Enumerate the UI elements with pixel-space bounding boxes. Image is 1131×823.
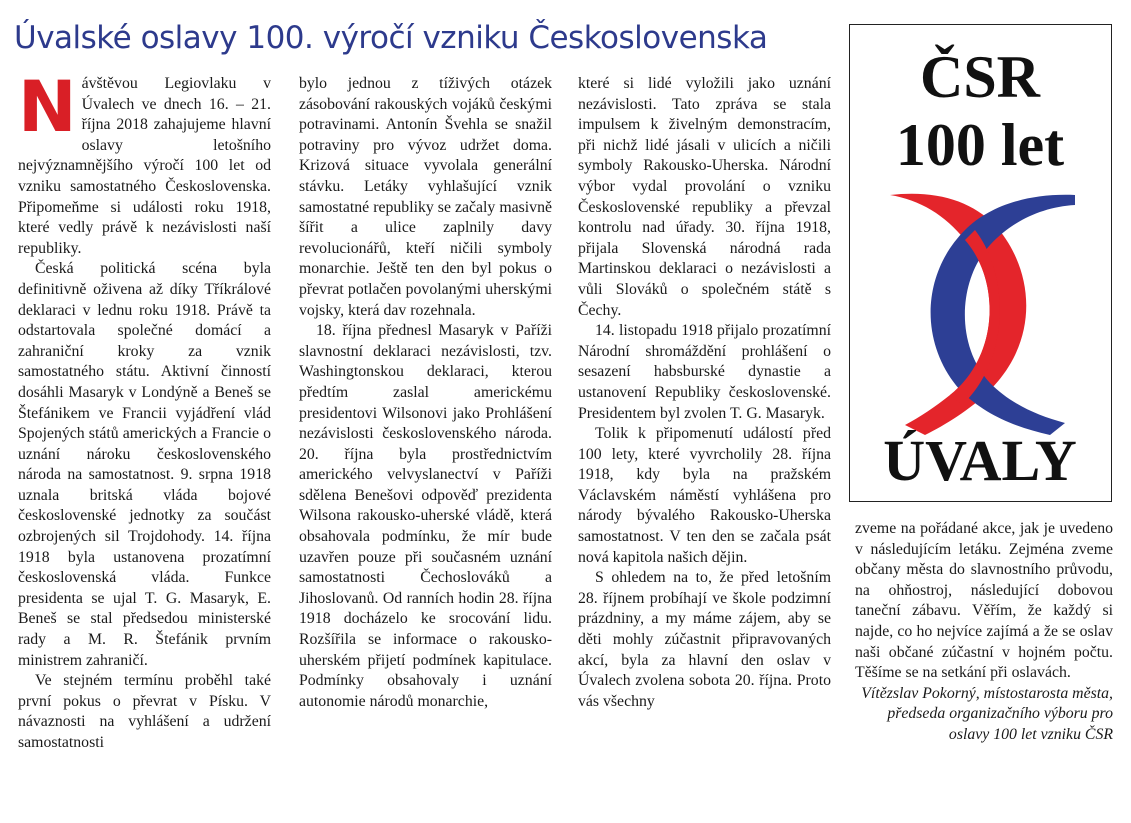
article-column-4 (855, 519, 1113, 746)
article-column-3 (578, 74, 831, 712)
drop-cap: N (18, 66, 77, 148)
signature-text: Vítězslav Pokorný, místostarosta města, předseda organizačního výboru pro oslavy 100 let vzniku ČSR (861, 684, 1113, 743)
csr-100-logo (849, 24, 1112, 502)
article-paragraph: 18. října přednesl Masaryk v Paříži slavnostní deklaraci nezávislosti, tzv. Washingtonskou deklaraci, kterou předtím zaslal americkému presidentovi Wilsonovi jako Prohlášení nezávislosti československého národa. 20. října byla prostřednictvím amerického velvyslanectví v Paříži sdělena Benešovi odpověď prezidenta Wilsona rakousko-uherské vládě, která obsahovala podmínku, že mír bude uzavřen pouze při současném uznání samostatnosti Čechoslováků a Jihoslovanů. Od ranních hodin 28. října 1918 docházelo ke srocování lidu. Rozšířila se informace o rakousko-uherském přijetí podmínek kapitulace. Podmínky obsahovaly i uznání autonomie národů monarchie, (299, 322, 552, 710)
article-paragraph: 14. listopadu 1918 přijalo prozatímní Národní shromáždění prohlášení o sesazení habsburské dynastie a ustanovení Republiky československé. Presidentem byl zvolen T. G. Masaryk. (578, 322, 831, 422)
article-paragraph: které si lidé vyložili jako uznání nezávislosti. Tato zpráva se stala impulsem k živelným demonstracím, při nichž lidé jásali v ulicích a ničili symboly Rakousko-Uherska. Národní výbor vydal provolání o vzniku Československé republiky a převzal kontrolu nad úřady. 30. října 1918, přijala Slovenská národná rada Martinskou deklaraci o nezávislosti a vůli Slováků o společném státě s Čechy. (578, 75, 831, 319)
article-paragraph: Ve stejném termínu proběhl také první pokus o převrat v Písku. V návaznosti na vyhlášení a udržení samostatnosti (18, 672, 271, 751)
article-paragraph: zveme na pořádané akce, jak je uvedeno v následujícím letáku. Zejména zveme občany města do slavnostního průvodu, na ohňostroj, následující dobovou taneční zábavu. Věřím, že každý si najde, co ho nejvíce zajímá a že se oslav naši občané zúčastní v hojném počtu. Těšíme se na setkání při oslavách. (855, 520, 1113, 682)
article-paragraph: S ohledem na to, že před letošním 28. říjnem probíhají ve škole podzimní prázdniny, a my máme zájem, aby se děti mohly zúčastnit připravovaných akcí, byla za hlavní den oslav v Úvalech zvolena sobota 20. října. Proto vás všechny (578, 569, 831, 710)
article-column-2 (299, 74, 552, 712)
article-paragraph: Tolik k připomenutí událostí před 100 lety, které vyvrcholily 28. října 1918, kdy byla na pražském Václavském náměstí vyhlášena pro národy bývalého Rakousko-Uherska samostatnost. V ten den se začala psát nová kapitola našich dějin. (578, 425, 831, 566)
logo-title-csr: ČSR (919, 44, 1041, 110)
author-signature (855, 684, 1113, 746)
paragraph-text: ávštěvou Legiovlaku v Úvalech ve dnech 16. – 21. října 2018 zahajujeme hlavní oslavy letošního nejvýznamnějšího výročí 100 let od vzniku samostatného Československa. Připomeňme si události roku 1918, které vedly právě k nezávislosti naší republiky. (18, 75, 271, 257)
logo-title-100-let: 100 let (895, 112, 1065, 178)
article-paragraph (18, 66, 271, 259)
article-paragraph: bylo jednou z tíživých otázek zásobování rakouských vojáků českými potravinami. Antonín Švehla se snažil potraviny pro vývoz udržet doma. Krizová situace vyvolala generální stávku. Letáky vyhlašující vznik samostatné republiky se začaly masivně šířit a ulice zaplnily davy revolucionářů, kteří ničili symboly monarchie. Ještě ten den byl pokus o převrat potlačen povolanými uherskými vojsky, která dav rozehnala. (299, 75, 552, 319)
logo-title-uvaly: ÚVALY (883, 428, 1077, 493)
article-column-1 (18, 66, 271, 754)
logo-graphic (850, 25, 1110, 500)
article-paragraph: Česká politická scéna byla definitivně oživena až díky Tříkrálové deklaraci v lednu roku 1918. Právě ta odstartovala společné domácí a zahraniční kroky za vznik samostatného státu. Aktivní činností dosáhli Masaryk v Londýně a Beneš se Štefánikem ve Francii vyjádření vlád Spojených států amerických a Francie o uznání nároku československého národa na samostatnost. 9. srpna 1918 uznala britská vláda bojové československé jednotky za součást ozbrojených sil Trojdohody. 14. října 1918 byla ustanovena prozatímní československá vláda. Funkce presidenta se ujal T. G. Masaryk, E. Beneš se stal předsedou ministerské rady a M. R. Štefánik prvním ministrem zahraničí. (18, 260, 271, 669)
article-title: Úvalské oslavy 100. výročí vzniku Československa (14, 20, 768, 56)
